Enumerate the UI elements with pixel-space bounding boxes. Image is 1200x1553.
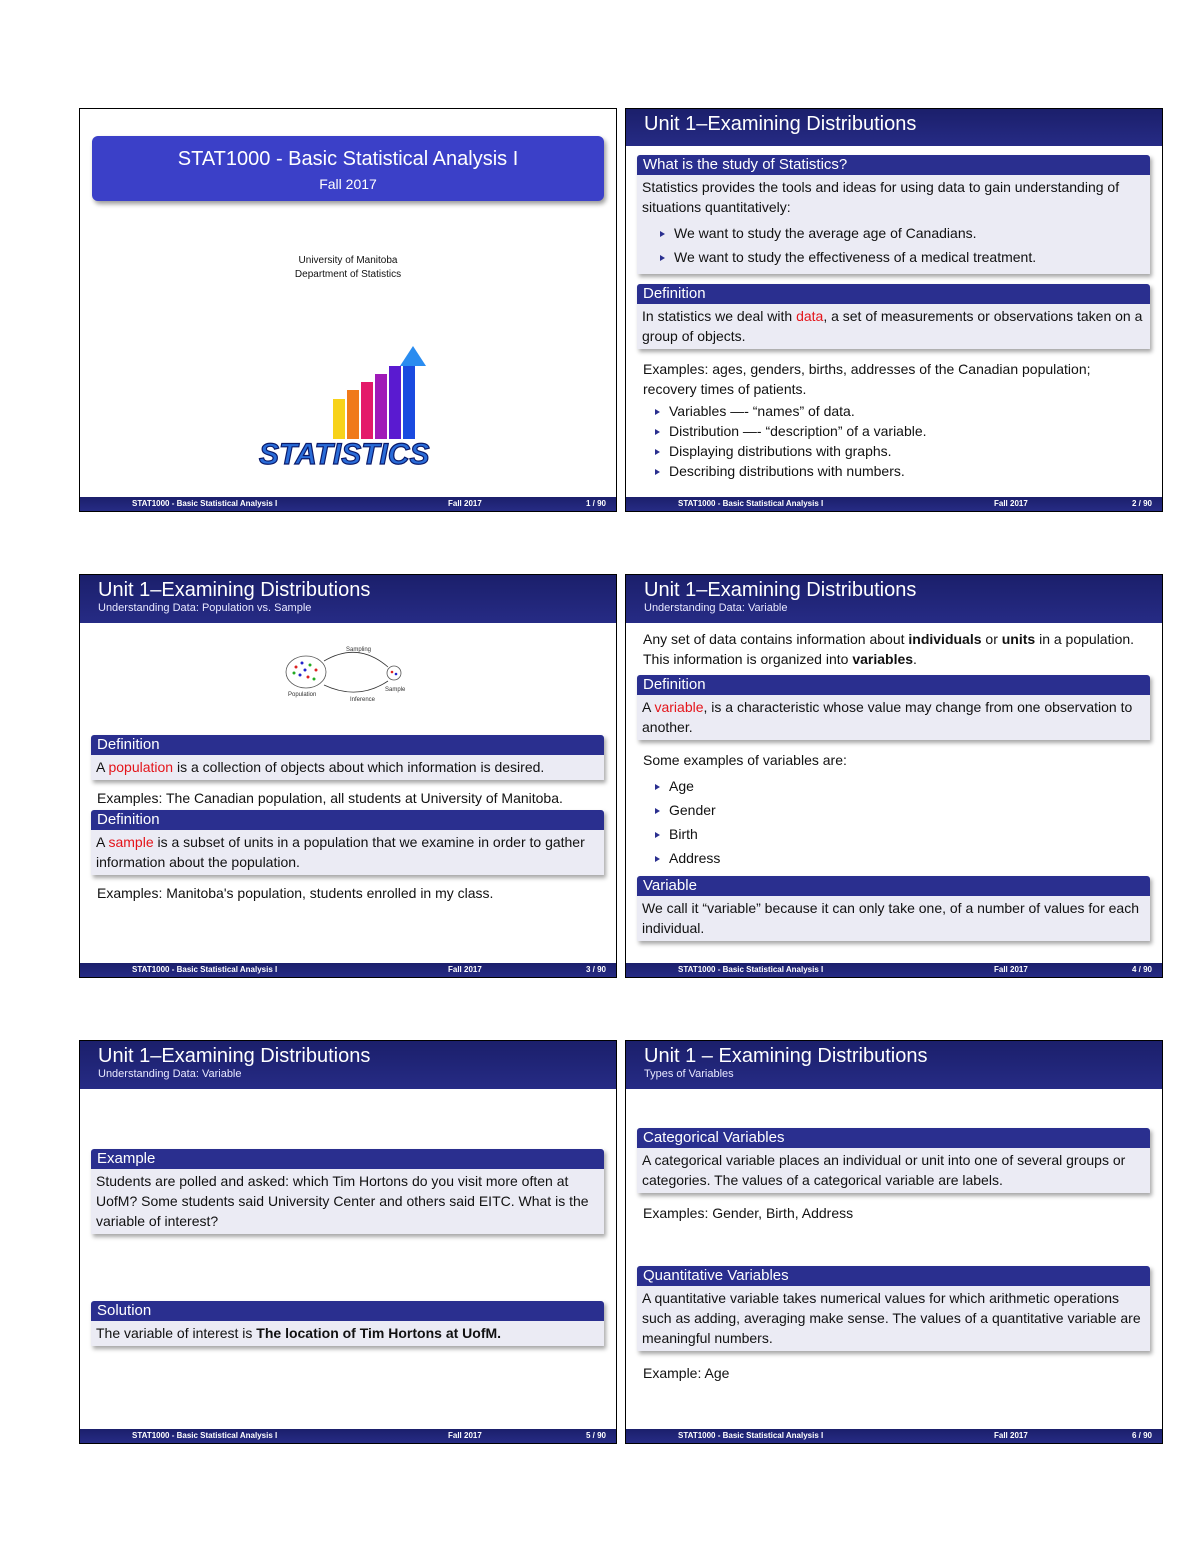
slide-title: Unit 1–Examining Distributions	[98, 1045, 371, 1067]
diagram-population-label: Population	[288, 692, 317, 698]
slide-3	[79, 574, 617, 978]
definition-block	[637, 284, 1150, 349]
statistics-logo-icon	[255, 344, 435, 474]
block-title: Solution	[91, 1301, 604, 1321]
list-item: Variables —- “names” of data.	[653, 401, 1150, 421]
block-text: We call it “variable” because it can only take one, of a number of values for each individual.	[637, 896, 1150, 941]
solution-text: The variable of interest is The location of Tim Hortons at UofM.	[91, 1321, 604, 1346]
examples-text: Examples: The Canadian population, all students at University of Manitoba.	[97, 790, 563, 806]
footer	[626, 1429, 1162, 1443]
slide-1	[79, 108, 617, 512]
block-text: Students are polled and asked: which Tim Hortons do you visit more often at UofM? Some students said University Center and others said EITC. What is the variable of interest?	[91, 1169, 604, 1234]
diagram-inference-label: Inference	[350, 697, 376, 703]
footer	[80, 963, 616, 977]
block-title: Definition	[637, 284, 1150, 304]
footer-term: Fall 2017	[994, 965, 1028, 974]
footer-page: 6 / 90	[1131, 1431, 1152, 1440]
slide-title: Unit 1–Examining Distributions	[98, 579, 371, 601]
footer-page: 1 / 90	[585, 499, 606, 508]
population-sample-diagram	[280, 639, 420, 705]
definition-block	[637, 675, 1150, 740]
list-item: We want to study the average age of Canadians.	[658, 221, 1145, 245]
term-variable: variable	[654, 699, 704, 715]
slide-title: Unit 1 – Examining Distributions	[644, 1045, 928, 1067]
footer-term: Fall 2017	[448, 499, 482, 508]
example-block	[91, 1149, 604, 1234]
diagram-sampling-label: Sampling	[346, 647, 372, 653]
block-title: What is the study of Statistics?	[637, 155, 1150, 175]
block-title: Quantitative Variables	[637, 1266, 1150, 1286]
list-item: Describing distributions with numbers.	[653, 461, 1150, 481]
title-box	[92, 136, 604, 201]
list-item: Gender	[653, 798, 1150, 822]
quantitative-block	[637, 1266, 1150, 1351]
institution: University of Manitoba	[298, 255, 398, 266]
slide-5	[79, 1040, 617, 1444]
slide-header	[626, 1041, 1162, 1089]
slide-2	[625, 108, 1163, 512]
department: Department of Statistics	[294, 269, 402, 280]
list-item: Displaying distributions with graphs.	[653, 441, 1150, 461]
footer-term: Fall 2017	[994, 1431, 1028, 1440]
list-item: Address	[653, 846, 1150, 870]
slide-title: Unit 1–Examining Distributions	[644, 579, 917, 601]
list-item: Age	[653, 774, 1150, 798]
slide-content	[637, 155, 1150, 483]
examples-text: Examples: Gender, Birth, Address	[643, 1205, 854, 1221]
solution-block	[91, 1301, 604, 1346]
block-title: Example	[91, 1149, 604, 1169]
logo-text: STATISTICS	[259, 438, 430, 471]
slide-content-quant	[637, 1266, 1150, 1389]
study-block	[637, 155, 1150, 274]
footer-term: Fall 2017	[448, 1431, 482, 1440]
footer-course: STAT1000 - Basic Statistical Analysis I	[678, 1431, 824, 1440]
definition-text: A variable, is a characteristic whose value may change from one observation to another.	[637, 695, 1150, 740]
slide-title: Unit 1–Examining Distributions	[644, 113, 917, 135]
list-item: Distribution —- “description” of a variable.	[653, 421, 1150, 441]
intro-text: Any set of data contains information about individuals or units in a population. This information is organized into variables.	[643, 631, 1135, 667]
term-sample: sample	[108, 834, 154, 850]
slide-subtitle: Understanding Data: Variable	[98, 1068, 242, 1080]
block-title: Definition	[91, 735, 604, 755]
footer	[626, 963, 1162, 977]
footer-page: 4 / 90	[1131, 965, 1152, 974]
block-title: Categorical Variables	[637, 1128, 1150, 1148]
definition-block	[91, 735, 604, 780]
block-text: Statistics provides the tools and ideas for using data to gain understanding of situations quantitatively:	[642, 179, 1120, 215]
slide-header	[80, 1041, 616, 1089]
examples-text: Example: Age	[643, 1365, 730, 1381]
term-data: data	[796, 308, 824, 324]
footer-course: STAT1000 - Basic Statistical Analysis I	[132, 1431, 278, 1440]
slide-subtitle: Understanding Data: Variable	[644, 602, 788, 614]
examples-text: Examples: ages, genders, births, addresses of the Canadian population; recovery times of patients.	[643, 361, 1091, 397]
footer	[626, 497, 1162, 511]
slide-subtitle: Understanding Data: Population vs. Sample	[98, 602, 312, 614]
footer-page: 3 / 90	[585, 965, 606, 974]
slide-content	[637, 1128, 1150, 1229]
presentation-title: STAT1000 - Basic Statistical Analysis I	[177, 148, 519, 170]
presentation-subtitle: Fall 2017	[319, 176, 377, 192]
block-title: Definition	[637, 675, 1150, 695]
slide-content	[637, 629, 1150, 947]
slide-header	[626, 575, 1162, 623]
footer-course: STAT1000 - Basic Statistical Analysis I	[678, 965, 824, 974]
examples-text: Examples: Manitoba's population, students enrolled in my class.	[97, 885, 494, 901]
list-item: We want to study the effectiveness of a medical treatment.	[658, 245, 1145, 269]
footer-page: 5 / 90	[585, 1431, 606, 1440]
footer-course: STAT1000 - Basic Statistical Analysis I	[678, 499, 824, 508]
footer-term: Fall 2017	[994, 499, 1028, 508]
slide-content-solution	[91, 1301, 604, 1352]
slide-content	[91, 735, 604, 909]
slide-subtitle: Types of Variables	[644, 1068, 734, 1080]
block-title: Definition	[91, 810, 604, 830]
footer-course: STAT1000 - Basic Statistical Analysis I	[132, 965, 278, 974]
list-item: Birth	[653, 822, 1150, 846]
definition-block	[91, 810, 604, 875]
slide-content	[91, 1149, 604, 1240]
block-text: A quantitative variable takes numerical values for which arithmetic operations such as adding, averaging make sense. The values of a quantitative variable are meaningful numbers.	[637, 1286, 1150, 1351]
variable-block	[637, 876, 1150, 941]
slide-4	[625, 574, 1163, 978]
definition-text: A sample is a subset of units in a population that we examine in order to gather information about the population.	[91, 830, 604, 875]
definition-text: In statistics we deal with data, a set of measurements or observations taken on a group of objects.	[637, 304, 1150, 349]
term-population: population	[108, 759, 174, 775]
footer-page: 2 / 90	[1131, 499, 1152, 508]
institution-block	[80, 254, 616, 282]
block-text: A categorical variable places an individual or unit into one of several groups or categories. The values of a categorical variable are labels.	[637, 1148, 1150, 1193]
footer	[80, 1429, 616, 1443]
block-title: Variable	[637, 876, 1150, 896]
footer-course: STAT1000 - Basic Statistical Analysis I	[132, 499, 278, 508]
slide-header	[626, 109, 1162, 146]
footer	[80, 497, 616, 511]
categorical-block	[637, 1128, 1150, 1193]
slide-6	[625, 1040, 1163, 1444]
footer-term: Fall 2017	[448, 965, 482, 974]
examples-intro: Some examples of variables are:	[643, 752, 847, 768]
definition-text: A population is a collection of objects about which information is desired.	[91, 755, 604, 780]
slide-header	[80, 575, 616, 623]
diagram-sample-label: Sample	[385, 687, 406, 693]
